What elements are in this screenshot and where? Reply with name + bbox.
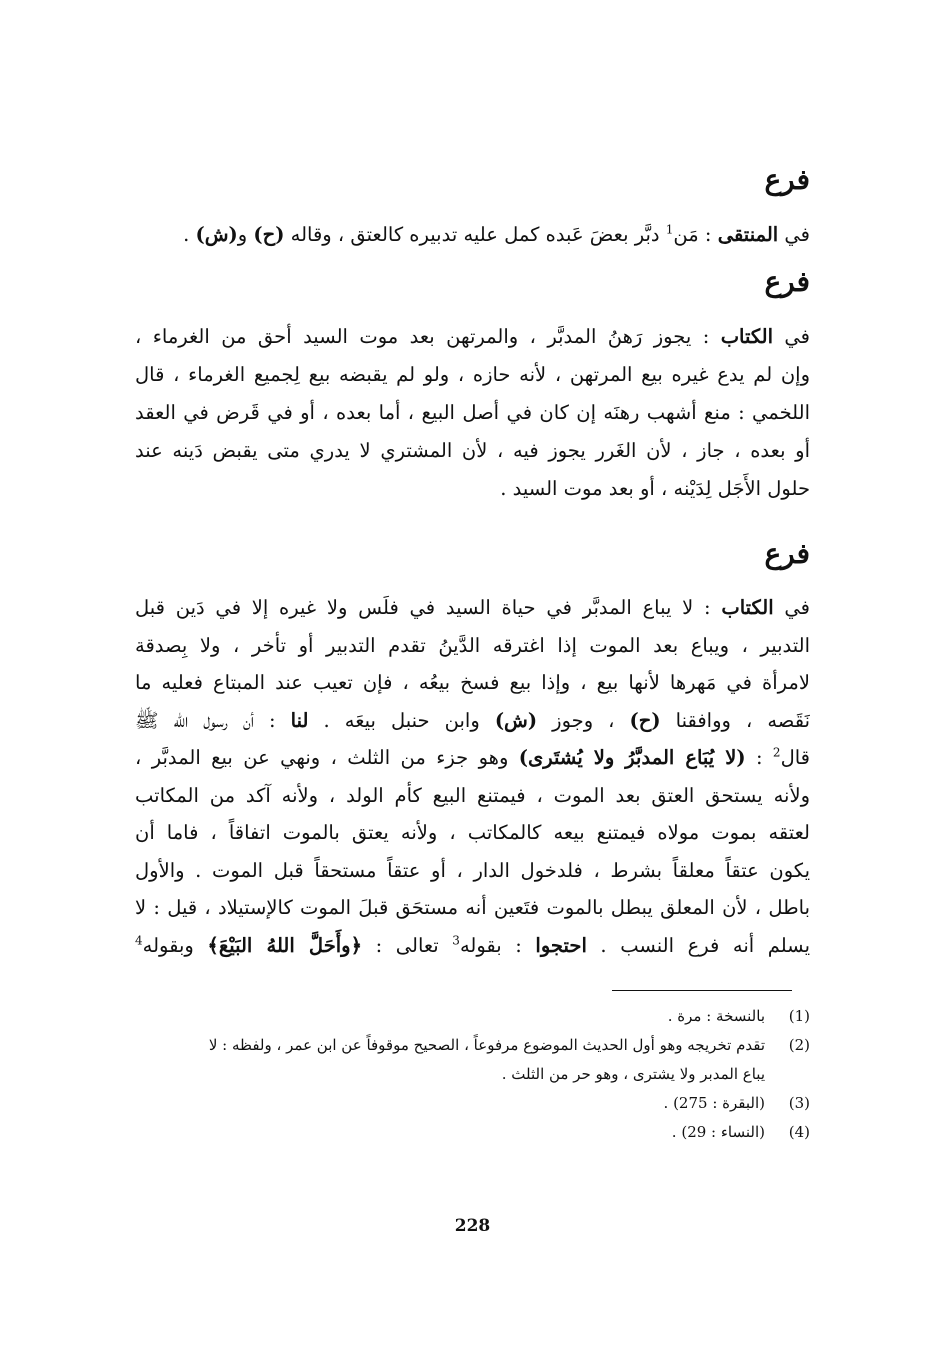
footnote-text: بالنسخة : مرة . <box>667 1007 765 1025</box>
paragraph-line: لامرأة في مَهرها لأنها بيع ، وإذا بيع فسخ بيعُه ، فإن تعيب عند المبتاع فعليه ما <box>135 671 810 694</box>
paragraph-line: يسلم أنه فرع النسب . احتجوا : بقوله$^3$ تعالى : ﴿وأَحَلَّ اللهُ البَيْعَ﴾ وبقوله$^4$ <box>135 933 810 957</box>
paragraph-line: في الكتاب : لا يباع المدبَّر في حياة السيد في فلَس ولا غيره إلا في دَين قبل <box>135 596 810 619</box>
footnote-1 <box>135 1002 810 1031</box>
section-paragraph-3 <box>135 589 810 964</box>
paragraph-line: يكون عتقاً معلقاً بشرط ، فلدخول الدار ، أو عتقاً مستحقاً قبل الموت . والأول <box>135 858 810 882</box>
paragraph-line: اللخمي : منع أشهب رهنَه إن كان في أصل البيع ، أما بعده ، أو في قَرض في العقد <box>135 401 810 424</box>
page-number: 228 <box>454 1216 491 1236</box>
section-heading-3: فرع <box>764 537 810 570</box>
paragraph-line: ولأنه يستحق العتق بعد الموت ، فيمتنع البيع كأم الولد ، ولأنه آكد من المكاتب <box>135 783 810 807</box>
paragraph-line: في الكتاب : يجوز رَهنُ المدبَّر ، والمرتهن بعد موت السيد أحق من الغرماء ، <box>135 325 810 348</box>
section-heading-2: فرع <box>764 265 810 298</box>
footnote-number: (2) <box>788 1036 810 1054</box>
paragraph-line: في المنتقى : مَن$^1$ دبَّر بعضَ عَبده كمل عليه تدبيره كالعتق ، وقاله (ح) و(ش) . <box>183 222 810 246</box>
footnotes <box>135 1002 810 1147</box>
paragraph-line: باطل ، لأن المعلق يبطل بالموت فتَعين أنه مستحَق قبلَ الموت كالإستيلاد ، قيل : لا <box>135 896 810 919</box>
footnote-text: تقدم تخريجه وهو أول الحديث الموضوع مرفوعاً ، الصحيح موقوفاً عن ابن عمر ، ولفظه : لا يباع المدبر ولا يشترى ، وهو حر من الثلث . <box>208 1036 765 1083</box>
footnote-divider <box>612 990 792 991</box>
section-paragraph-1 <box>135 215 810 255</box>
footnote-text: (البقرة : 275) . <box>663 1094 765 1112</box>
footnote-2 <box>135 1031 810 1089</box>
footnote-3 <box>135 1089 810 1118</box>
section-paragraph-2 <box>135 318 810 508</box>
paragraph-line: قال$^2$ : (لا يُبَاع المدبَّرُ ولا يُشتَرى) وهو جزء من الثلث ، ونهي عن بيع المدبَّر ، <box>135 745 810 769</box>
footnote-text: (النساء : 29) . <box>671 1123 765 1141</box>
paragraph-line: أو بعده ، جاز ، لأن الغَرر يجوز فيه ، لأن المشتري لا يدري متى يقبض دَينه عند <box>135 439 810 462</box>
paragraph-line: وإن لم يدع غيره بيع المرتهن ، لأنه حازه ، ولو لم يقبضه بيع لِجميع الغرماء ، قال <box>135 363 810 386</box>
footnote-4 <box>135 1118 810 1147</box>
footnote-number: (3) <box>788 1094 810 1112</box>
paragraph-line: نَقَصه ، ووافقنا (ح) ، وجوز (ش) وابن حنبل بيعَه . لنا : أن رسول الله ﷺ <box>135 708 810 732</box>
footnote-number: (4) <box>788 1123 810 1141</box>
paragraph-line: لعتقه بموت مولاه فيمتنع بيعه كالمكاتب ، ولأنه يعتق بالموت اتفاقاً ، فاما أن <box>135 821 810 844</box>
footnote-number: (1) <box>788 1007 810 1025</box>
paragraph-line: حلول الأَجَل لِدَيْنه ، أو بعد موت السيد . <box>500 477 810 500</box>
paragraph-line: التدبير ، ويباع بعد الموت إذا اغترقه الدَّينُ تقدم التدبير أو تأخر ، ولا بِصدقة <box>135 633 810 657</box>
section-heading-1: فرع <box>764 163 810 196</box>
